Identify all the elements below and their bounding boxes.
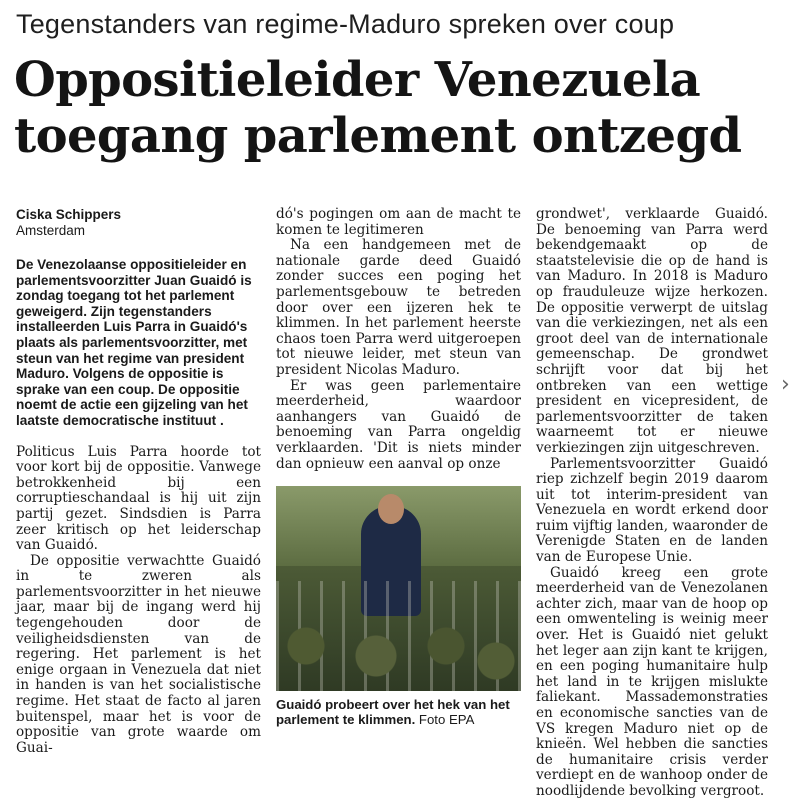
body-paragraph: Er was geen parlementaire meerderheid, waardoor aanhangers van Guaidó de benoeming van Parra ongeldig verklaarden. 'Dit is niets minder dan opnieuw een aanval op onze <box>276 377 521 472</box>
headline-line-1: Oppositieleider Venezuela <box>14 52 701 108</box>
body-paragraph: Guaidó kreeg een grote meerderheid van de Venezolanen achter zich, maar van de hoop op een omwenteling is weinig meer over. Het is Guaidó niet gelukt het leger aan zijn kant te krijgen, en een poging humanitaire hulp het land in te krijgen mislukte faliekant. Massademonstraties en economische sancties van de VS kregen Maduro niet op de knieën. Wel hebben die sancties de humanitaire crisis verder verdiept en de wanhoop onder de noodlijdende bevolking vergroot. <box>536 564 768 799</box>
news-photo <box>276 486 521 691</box>
caption-text: Guaidó probeert over het hek van het parlement te klimmen. <box>276 697 510 728</box>
column-3 <box>536 207 768 800</box>
body-paragraph: De oppositie verwachtte Guaidó in te zweren als parlementsvoorzitter in het nieuwe jaar, maar bij de ingang werd hij tegengehouden door de veiligheidsdiensten van de regering. Het parlement is het enige orgaan in Venezuela dat niet in handen is van het socialistische regime. Het staat de facto al jaren buitenspel, maar het is voor de oppositie van grote waarde om Guai- <box>16 552 261 756</box>
headline <box>14 52 794 164</box>
body-paragraph: Na een handgemeen met de nationale garde deed Guaidó zonder succes een poging het parlementsgebouw te betreden door over een ijzeren hek te klimmen. In het parlement heerste chaos toen Parra werd uitgeroepen tot nieuwe leider, met steun van president Nicolas Maduro. <box>276 237 521 378</box>
caption-credit: Foto EPA <box>418 712 475 728</box>
body-paragraph: Politicus Luis Parra hoorde tot voor kort bij de oppositie. Vanwege betrokkenheid bij een corruptieschandaal is hij uit zijn partij gezet. Sindsdien is Parra zeer kritisch op het leiderschap van Guaidó. <box>16 443 261 554</box>
photo-caption <box>276 697 521 727</box>
chevron-right-icon[interactable]: › <box>781 372 790 397</box>
headline-line-2: toegang parlement ontzegd <box>14 108 742 164</box>
body-paragraph: grondwet', verklaarde Guaidó. De benoeming van Parra werd bekendgemaakt op de staatstelevisie die op de hand is van Maduro. In 2018 is Maduro op frauduleuze wijze herkozen. De oppositie verwerpt de uitslag van die verkiezingen, net als een groot deel van de internationale gemeenschap. De grondwet schrijft voor dat bij het ontbreken van een wettige president en vicepresident, de parlementsvoorzitter de taken waarneemt tot er nieuwe verkiezingen zijn uitgeschreven. <box>536 206 768 456</box>
column-2 <box>276 207 521 727</box>
byline-author: Ciska Schippers <box>16 207 122 222</box>
byline-place: Amsterdam <box>16 223 86 238</box>
photo-soldiers <box>276 616 521 691</box>
lead-paragraph: De Venezolaanse oppositieleider en parlementsvoorzitter Juan Guaidó is zondag toegang tot het parlement geweigerd. Zijn tegenstanders installeerden Luis Parra in Guaidó's plaats als parlementsvoorzitter, met steun van het regime van president Maduro. Volgens de oppositie is sprake van een coup. De oppositie noemt de actie een gijzeling van het laatste democratische instituut . <box>16 257 252 428</box>
column-1 <box>16 207 261 756</box>
kicker: Tegenstanders van regime-Maduro spreken over coup <box>16 9 675 39</box>
body-paragraph: Parlementsvoorzitter Guaidó riep zichzelf begin 2019 daarom uit tot interim-president van Venezuela en wordt erkend door ruim vijftig landen, waaronder de Verenigde Staten en de landen van de Europese Unie. <box>536 455 768 566</box>
body-paragraph: dó's pogingen om aan de macht te komen te legitimeren <box>276 206 521 238</box>
photo-figure-head <box>378 494 404 524</box>
